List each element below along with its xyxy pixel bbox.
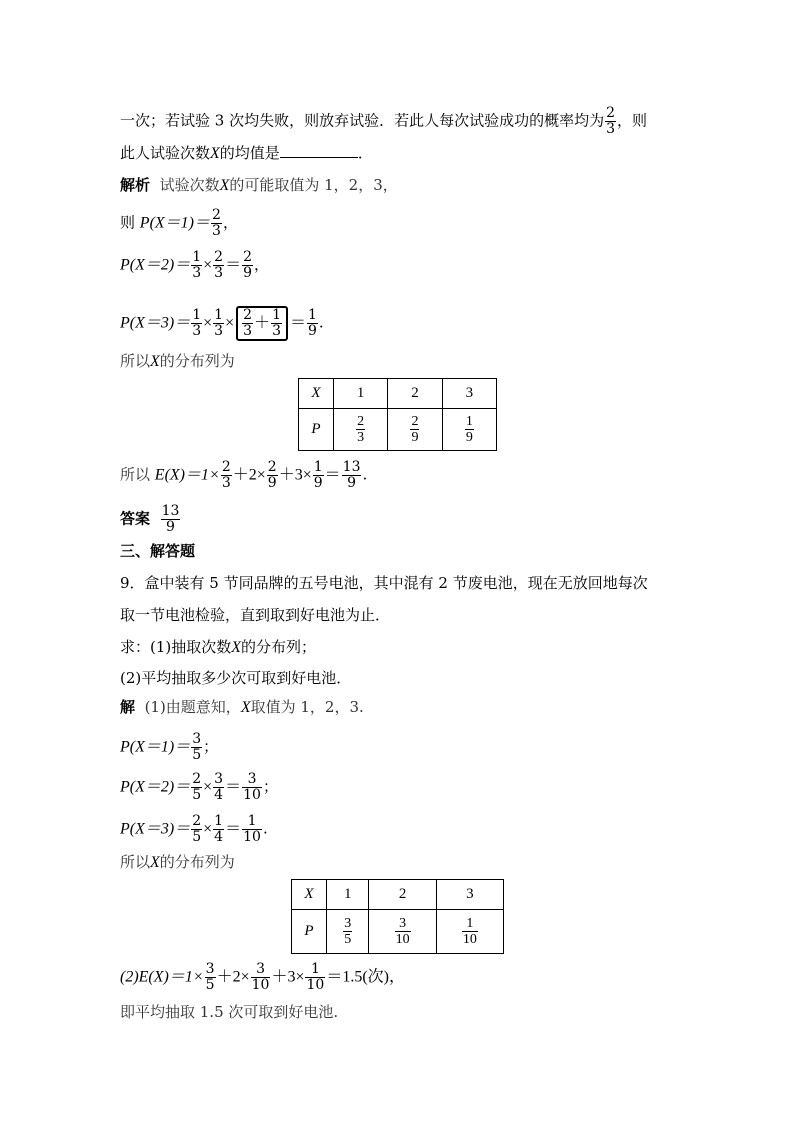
fraction: $\frac{13}{9}$ — [161, 503, 180, 535]
p8-analysis: 解析 试验次数X的可能取值为 1，2，3， — [120, 176, 398, 194]
fraction: $\frac{2}{3}$ — [221, 459, 231, 491]
fraction: $\frac{3}{5}$ — [192, 731, 202, 763]
table-header-x: X — [292, 880, 327, 910]
fraction: $\frac{3}{4}$ — [214, 771, 224, 803]
fraction: $\frac{1}{10}$ — [243, 813, 261, 845]
table-cell — [369, 910, 436, 954]
p8-expectation: 所以 E(X)＝1× $\frac{2}{3}$ ＋2× $\frac{2}{9}$ ＋3× $\frac{1}{9}$ ＝ $\frac{13}{9}$ . — [120, 459, 368, 491]
p8-prob-x3: P(X＝3)＝ $\frac{1}{3}$ × $\frac{1}{3}$ × $\frac{2}{3}$ ＋ $\frac{1}{3}$ ＝ $\frac{1}{9}$ . — [120, 307, 324, 339]
p8-prob-x2: P(X＝2)＝ $\frac{1}{3}$ × $\frac{2}{3}$ ＝ $\frac{2}{9}$ ， — [120, 249, 270, 281]
table-cell: 2 — [388, 379, 442, 409]
table-cell — [327, 910, 369, 954]
table-cell — [436, 910, 503, 954]
section-title: 三、解答题 — [120, 542, 196, 560]
fraction: $\frac{2}{5}$ — [192, 771, 202, 803]
fraction: $\frac{1}{3}$ — [214, 307, 224, 339]
fraction: $\frac{2}{5}$ — [192, 813, 202, 845]
fraction: $\frac{1}{9}$ — [465, 414, 473, 445]
p9-expectation: (2)E(X)＝1× $\frac{3}{5}$ ＋2× $\frac{3}{10}$ ＋3× $\frac{1}{10}$ ＝1.5(次)， — [120, 961, 405, 993]
table-header-x: X — [299, 379, 334, 409]
fraction: $\frac{1}{10}$ — [462, 916, 477, 947]
p9-solution: 解 (1)由题意知，X取值为 1，2，3. — [120, 698, 364, 716]
p9-stem-line2: 取一节电池检验，直到取到好电池为止． — [120, 606, 391, 624]
fraction: $\frac{2}{3}$ — [212, 207, 221, 239]
table-cell: 1 — [334, 379, 388, 409]
fraction: $\frac{3}{10}$ — [395, 916, 410, 947]
p9-stem-line3: 求：(1)抽取次数X的分布列； — [120, 638, 317, 656]
p9-prob-x1: P(X＝1)＝ $\frac{3}{5}$ ； — [120, 731, 219, 763]
table-cell — [388, 409, 442, 451]
fraction: $\frac{2}{3}$ — [357, 414, 365, 445]
fraction: $\frac{2}{3}$ — [606, 105, 616, 137]
fraction: $\frac{1}{3}$ — [272, 307, 281, 339]
p8-answer: 答案 $\frac{13}{9}$ — [120, 503, 180, 535]
fraction: $\frac{1}{10}$ — [306, 961, 325, 993]
p8-prob-x1: 则 P(X＝1)＝ $\frac{2}{3}$ ， — [120, 207, 238, 239]
distribution-table-9 — [291, 879, 504, 954]
fraction: $\frac{1}{3}$ — [192, 307, 202, 339]
table-header-p: P — [292, 910, 327, 954]
fraction: $\frac{1}{9}$ — [308, 307, 317, 339]
fraction: $\frac{1}{9}$ — [313, 459, 323, 491]
fraction: $\frac{2}{9}$ — [267, 459, 277, 491]
table-cell: 3 — [436, 880, 503, 910]
answer-blank — [280, 143, 358, 158]
fraction: $\frac{3}{10}$ — [243, 771, 261, 803]
p8-dist-intro: 所以X的分布列为 — [120, 352, 235, 370]
p9-conclusion: 即平均抽取 1.5 次可取到好电池. — [120, 1003, 339, 1021]
fraction: $\frac{3}{10}$ — [251, 961, 270, 993]
p8-stem-line2: 此人试验次数X的均值是 ． — [120, 144, 373, 162]
fraction: $\frac{3}{5}$ — [205, 961, 215, 993]
fraction: $\frac{13}{9}$ — [342, 459, 361, 491]
fraction: $\frac{2}{3}$ — [214, 249, 224, 281]
parenthesis-group: $\frac{2}{3}$ ＋ $\frac{1}{3}$ — [236, 306, 288, 341]
p9-stem-line1: 9．盒中装有 5 节同品牌的五号电池，其中混有 2 节废电池，现在无放回地每次 — [120, 574, 648, 592]
table-cell — [334, 409, 388, 451]
p9-prob-x2: P(X＝2)＝ $\frac{2}{5}$ × $\frac{3}{4}$ ＝ $\frac{3}{10}$ ； — [120, 771, 278, 803]
table-cell: 2 — [369, 880, 436, 910]
fraction: $\frac{2}{3}$ — [243, 307, 253, 339]
table-header-p: P — [299, 409, 334, 451]
fraction: $\frac{2}{9}$ — [411, 414, 419, 445]
p9-stem-line4: (2)平均抽取多少次可取到好电池． — [120, 669, 352, 687]
table-cell: 1 — [327, 880, 369, 910]
fraction: $\frac{1}{4}$ — [214, 813, 224, 845]
fraction: $\frac{2}{9}$ — [243, 249, 253, 281]
fraction: $\frac{3}{5}$ — [344, 916, 352, 947]
p9-dist-intro: 所以X的分布列为 — [120, 853, 235, 871]
fraction: $\frac{1}{3}$ — [192, 249, 202, 281]
p8-stem-line1: 一次；若试验 3 次均失败，则放弃试验．若此人每次试验成功的概率均为 $\frac{2}{3}$ ，则 — [120, 105, 648, 137]
p9-prob-x3: P(X＝3)＝ $\frac{2}{5}$ × $\frac{1}{4}$ ＝ $\frac{1}{10}$ . — [120, 813, 268, 845]
table-cell — [442, 409, 496, 451]
distribution-table-8 — [298, 378, 497, 451]
table-cell: 3 — [442, 379, 496, 409]
